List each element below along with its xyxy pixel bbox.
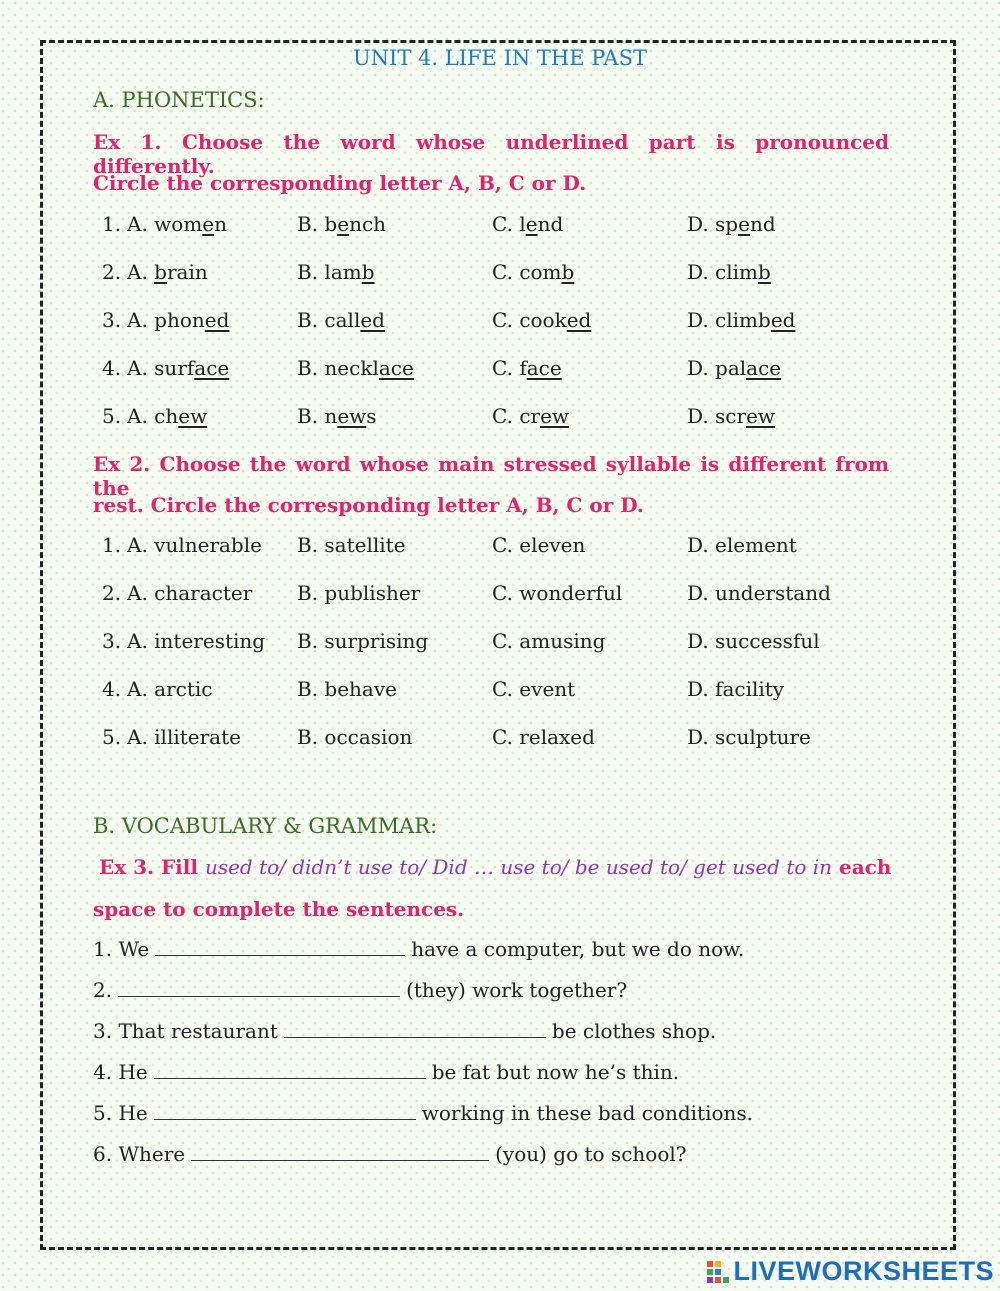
ex2-option[interactable]: A. illiterate xyxy=(127,725,241,749)
option-text: rain xyxy=(166,260,208,284)
option-text: A. xyxy=(127,260,148,284)
ex3-sentence xyxy=(93,1019,716,1043)
option-text: D. xyxy=(687,404,709,428)
answer-blank[interactable] xyxy=(284,1021,546,1038)
option-text: l xyxy=(519,212,526,236)
option-text: A. xyxy=(127,212,148,236)
ex2-option[interactable]: D. successful xyxy=(687,629,820,653)
sentence-start: 2. xyxy=(93,978,113,1002)
ex1-option[interactable] xyxy=(127,260,208,284)
ex1-option[interactable] xyxy=(297,404,377,428)
underlined-part: ew xyxy=(337,404,367,428)
option-text: cr xyxy=(519,404,541,428)
option-text: D. xyxy=(687,308,709,332)
underlined-part: ace xyxy=(526,356,562,380)
ex1-option[interactable] xyxy=(127,356,229,380)
option-text: lam xyxy=(324,260,362,284)
underlined-part: e xyxy=(337,212,350,236)
option-text: B. xyxy=(297,356,319,380)
option-text: nd xyxy=(537,212,564,236)
underlined-part: ed xyxy=(360,308,385,332)
sentence-start: 1. We xyxy=(93,937,150,961)
underlined-part: ace xyxy=(378,356,414,380)
ex1-option[interactable] xyxy=(492,212,563,236)
option-text: C. xyxy=(492,356,513,380)
answer-blank[interactable] xyxy=(154,1062,426,1079)
ex3-forms: used to/ didn’t use to/ Did … use to/ be used to/ get used to in xyxy=(204,855,833,879)
ex2-question-number: 5. xyxy=(102,725,122,749)
ex3-sentence xyxy=(93,937,744,961)
ex1-option[interactable] xyxy=(687,212,776,236)
option-text: D. xyxy=(687,260,709,284)
option-text: B. xyxy=(297,404,319,428)
option-text: n xyxy=(214,212,228,236)
ex3-instruction-line1 xyxy=(99,855,892,879)
underlined-part: ed xyxy=(566,308,592,332)
underlined-part: b xyxy=(758,260,771,284)
ex2-option[interactable]: D. sculpture xyxy=(687,725,811,749)
ex1-option[interactable] xyxy=(127,212,227,236)
underlined-part: b xyxy=(154,260,167,284)
ex2-instruction-line2: rest. Circle the corresponding letter A, B, C or D. xyxy=(93,493,644,517)
ex2-question-number: 1. xyxy=(102,533,122,557)
ex1-option[interactable] xyxy=(297,308,385,332)
option-text: D. xyxy=(687,356,709,380)
ex1-option[interactable] xyxy=(297,212,386,236)
ex1-option[interactable] xyxy=(127,404,207,428)
ex2-option[interactable]: B. behave xyxy=(297,677,397,701)
option-text: C. xyxy=(492,260,513,284)
underlined-part: ew xyxy=(746,404,776,428)
option-text: A. xyxy=(127,404,148,428)
option-text: n xyxy=(324,404,338,428)
option-text: f xyxy=(519,356,527,380)
option-text: B. xyxy=(297,212,319,236)
ex1-option[interactable] xyxy=(687,356,781,380)
option-text: nd xyxy=(749,212,776,236)
option-text: wom xyxy=(154,212,203,236)
ex1-question-number: 1. xyxy=(102,212,122,236)
ex1-option[interactable] xyxy=(492,260,574,284)
option-text: call xyxy=(324,308,361,332)
option-text: B. xyxy=(297,260,319,284)
liveworksheets-mark-icon xyxy=(707,1261,729,1283)
underlined-part: ed xyxy=(204,308,230,332)
ex1-question-number: 3. xyxy=(102,308,122,332)
answer-blank[interactable] xyxy=(118,980,400,997)
ex1-option[interactable] xyxy=(492,308,591,332)
ex2-option[interactable]: A. arctic xyxy=(127,677,213,701)
answer-blank[interactable] xyxy=(154,1103,416,1120)
ex3-sentence xyxy=(93,1142,686,1166)
underlined-part: b xyxy=(561,260,575,284)
option-text: A. xyxy=(127,308,148,332)
page-title: UNIT 4. LIFE IN THE PAST xyxy=(352,46,647,70)
ex1-instruction-line2: Circle the corresponding letter A, B, C or D. xyxy=(93,171,587,195)
option-text: surf xyxy=(154,356,195,380)
underlined-part: b xyxy=(361,260,375,284)
liveworksheets-logo xyxy=(707,1256,994,1287)
ex2-question-number: 4. xyxy=(102,677,122,701)
ex1-option[interactable] xyxy=(687,308,795,332)
underlined-part: ew xyxy=(178,404,208,428)
ex2-option[interactable]: B. surprising xyxy=(297,629,429,653)
option-text: b xyxy=(324,212,338,236)
option-text: pal xyxy=(715,356,747,380)
option-text: A. xyxy=(127,356,148,380)
option-text: ch xyxy=(154,404,179,428)
ex1-question-number: 4. xyxy=(102,356,122,380)
ex1-option[interactable] xyxy=(687,404,775,428)
ex2-question-number: 2. xyxy=(102,581,122,605)
sentence-end: have a computer, but we do now. xyxy=(411,937,745,961)
underlined-part: e xyxy=(202,212,215,236)
option-text: clim xyxy=(715,260,759,284)
option-text: phon xyxy=(154,308,205,332)
section-b-heading: B. VOCABULARY & GRAMMAR: xyxy=(93,814,438,838)
sentence-end: be fat but now he’s thin. xyxy=(431,1060,680,1084)
ex3-sentence xyxy=(93,1101,753,1125)
ex2-instruction-line1: Ex 2. Choose the word whose main stressed syllable is different from the xyxy=(93,452,889,500)
option-text: scr xyxy=(715,404,747,428)
sentence-end: (you) go to school? xyxy=(495,1142,687,1166)
ex3-sentence xyxy=(93,1060,679,1084)
ex3-tail: each xyxy=(839,855,892,879)
ex2-option[interactable]: A. character xyxy=(127,581,253,605)
underlined-part: e xyxy=(525,212,538,236)
ex1-question-number: 2. xyxy=(102,260,122,284)
underlined-part: e xyxy=(738,212,750,236)
ex1-option[interactable] xyxy=(297,356,414,380)
option-text: sp xyxy=(715,212,739,236)
ex2-option[interactable]: B. publisher xyxy=(297,581,421,605)
ex1-question-number: 5. xyxy=(102,404,122,428)
underlined-part: ed xyxy=(770,308,796,332)
ex1-option[interactable] xyxy=(492,356,562,380)
answer-blank[interactable] xyxy=(155,939,405,956)
option-text: cook xyxy=(519,308,567,332)
ex2-option[interactable]: B. satellite xyxy=(297,533,406,557)
ex3-instruction-line2: space to complete the sentences. xyxy=(93,897,465,921)
sentence-end: (they) work together? xyxy=(406,978,628,1002)
ex3-lead: Ex 3. Fill xyxy=(99,855,198,879)
ex2-option[interactable]: C. eleven xyxy=(492,533,586,557)
ex2-option[interactable]: D. element xyxy=(687,533,797,557)
option-text: climb xyxy=(715,308,771,332)
option-text: neckl xyxy=(324,356,379,380)
sentence-start: 5. He xyxy=(93,1101,148,1125)
ex1-option[interactable] xyxy=(297,260,375,284)
ex2-option[interactable]: A. vulnerable xyxy=(127,533,262,557)
sentence-end: be clothes shop. xyxy=(551,1019,717,1043)
ex2-option[interactable]: C. amusing xyxy=(492,629,606,653)
sentence-end: working in these bad conditions. xyxy=(421,1101,754,1125)
option-text: s xyxy=(366,404,377,428)
option-text: com xyxy=(519,260,562,284)
underlined-part: ace xyxy=(194,356,230,380)
option-text: B. xyxy=(297,308,319,332)
option-text: C. xyxy=(492,212,513,236)
answer-blank[interactable] xyxy=(191,1144,489,1161)
ex2-option[interactable]: C. event xyxy=(492,677,576,701)
ex1-option[interactable] xyxy=(492,404,569,428)
option-text: D. xyxy=(687,212,709,236)
sentence-start: 4. He xyxy=(93,1060,148,1084)
ex1-instruction-line1: Ex 1. Choose the word whose underlined part is pronounced differently. xyxy=(93,130,889,178)
logo-text: LIVEWORKSHEETS xyxy=(733,1256,994,1286)
ex2-option[interactable]: B. occasion xyxy=(297,725,413,749)
ex3-sentence xyxy=(93,978,627,1002)
ex2-question-number: 3. xyxy=(102,629,122,653)
sentence-start: 6. Where xyxy=(93,1142,186,1166)
underlined-part: ew xyxy=(540,404,570,428)
ex1-option[interactable] xyxy=(687,260,771,284)
option-text: C. xyxy=(492,308,513,332)
ex2-option[interactable]: C. wonderful xyxy=(492,581,623,605)
option-text: nch xyxy=(349,212,387,236)
ex1-option[interactable] xyxy=(127,308,229,332)
ex2-option[interactable]: D. facility xyxy=(687,677,785,701)
ex2-option[interactable]: C. relaxed xyxy=(492,725,595,749)
sentence-start: 3. That restaurant xyxy=(93,1019,278,1043)
section-a-heading: A. PHONETICS: xyxy=(93,88,265,112)
ex2-option[interactable]: D. understand xyxy=(687,581,831,605)
underlined-part: ace xyxy=(746,356,782,380)
option-text: C. xyxy=(492,404,513,428)
ex2-option[interactable]: A. interesting xyxy=(127,629,266,653)
